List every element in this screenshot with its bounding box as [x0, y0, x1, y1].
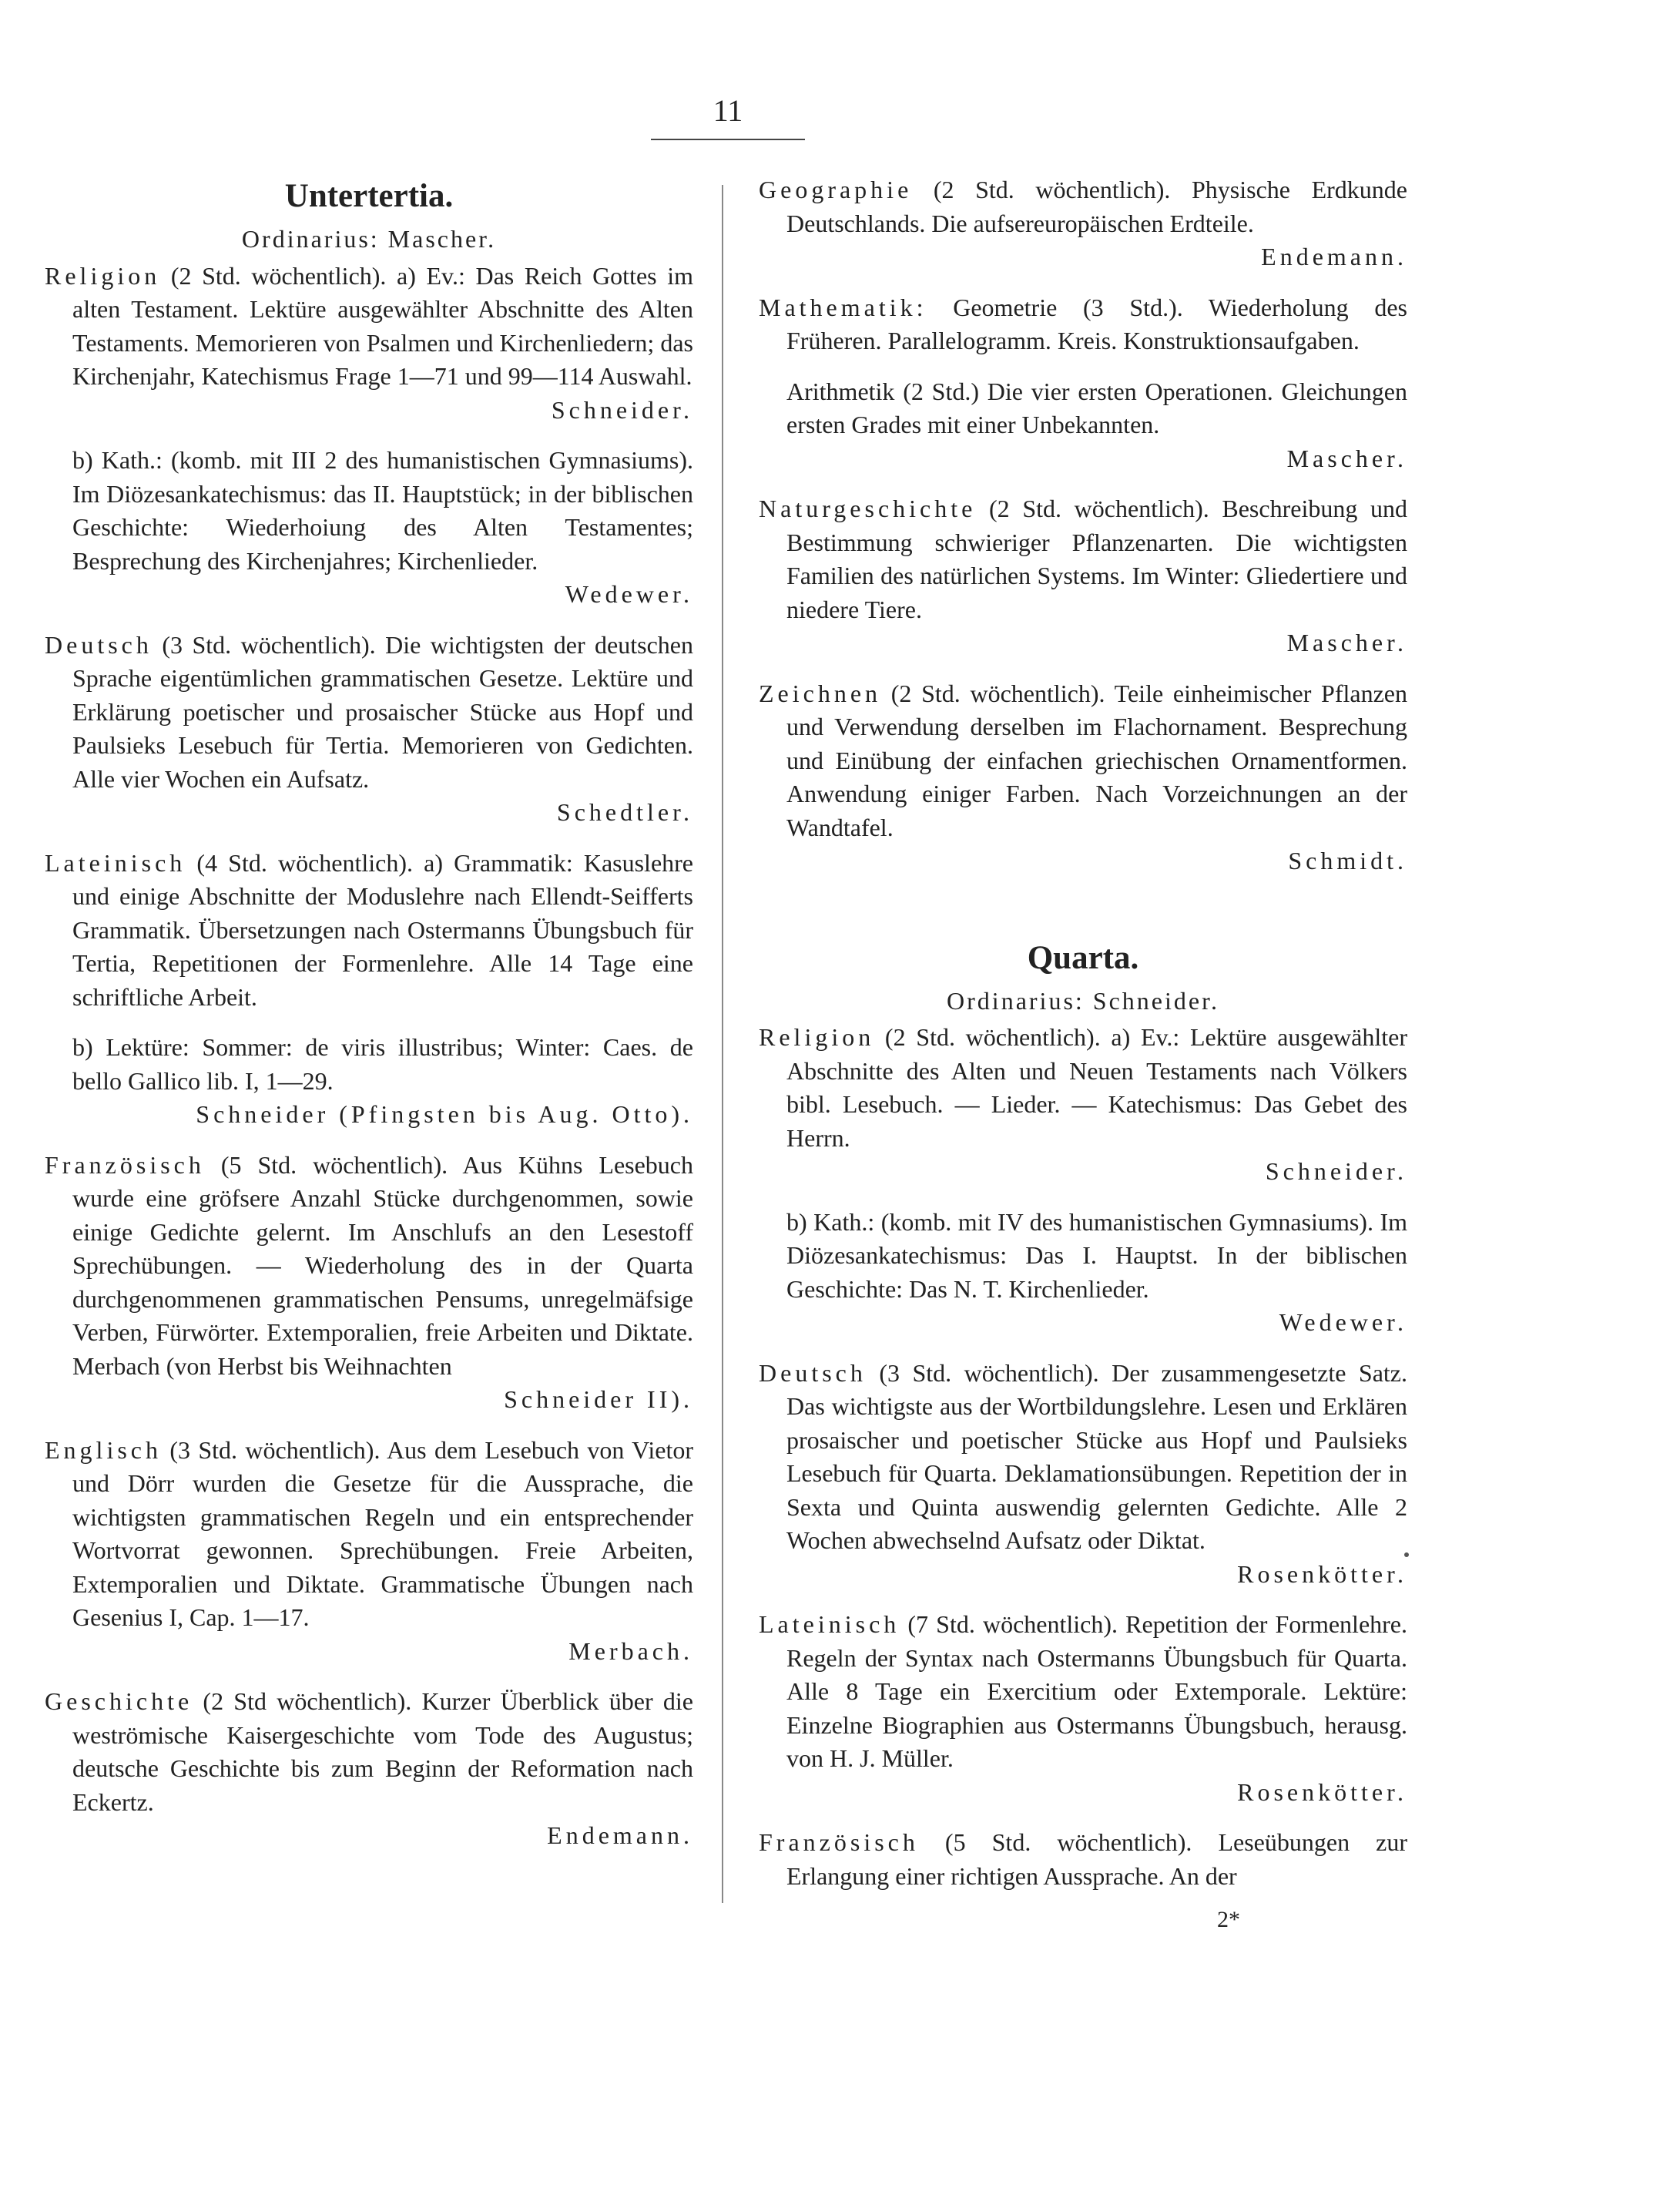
paragraph-text: b) Kath.: (komb. mit III 2 des humanistischen Gymnasiums). Im Diözesankatechismus: das II. Hauptstück; in der biblischen Geschichte: Wiederhoiung des Alten Testamentes; Besprechung des Kirchenjahres; Kirchenlieder. [72, 446, 693, 575]
teacher-name: Mascher. [1286, 629, 1407, 656]
teacher-name: Schedtler. [556, 798, 693, 826]
paragraph-text: (4 Std. wöchentlich). a) Grammatik: Kasuslehre und einige Abschnitte der Moduslehre nach Ellendt-Seifferts Grammatik. Übersetzungen nach Ostermanns Übungsbuch für Tertia, Repetitionen der Formenlehre. Alle 14 Tage eine schriftliche Arbeit. [72, 848, 694, 1011]
paragraph-text: (2 Std wöchentlich). Kurzer Überblick über die weströmische Kaisergeschichte vom Tode des Augustus; deutsche Geschichte bis zum Beginn der Reformation nach Eckertz. [72, 1687, 694, 1816]
paragraph [759, 1021, 1407, 1189]
paragraph [45, 1031, 693, 1132]
paragraph [759, 1826, 1407, 1893]
right-column [759, 173, 1407, 1910]
subject-label: Religion [45, 261, 161, 290]
paragraph-text: (2 Std. wöchentlich). a) Ev.: Lektüre ausgewählter Abschnitte des Alten und Neuen Testaments nach Völkers bibl. Lesebuch. — Lieder. — Katechismus: Das Gebet des Herrn. [786, 1023, 1408, 1152]
paragraph [759, 1608, 1407, 1809]
teacher-name: Endemann. [1261, 243, 1407, 270]
paragraph-text: (5 Std. wöchentlich). Leseübungen zur Erlangung einer richtigen Aussprache. An der [786, 1828, 1408, 1890]
left-column [45, 173, 693, 1870]
paragraph-text: Geometrie (3 Std.). Wiederholung des Früheren. Parallelogramm. Kreis. Konstruktionsaufgaben. [786, 293, 1407, 354]
page-number: 11 [713, 93, 743, 128]
teacher-name: Schneider II). [504, 1385, 693, 1413]
column-divider [722, 185, 723, 1903]
teacher-name: Merbach. [568, 1636, 693, 1665]
paragraph-text: (2 Std. wöchentlich). a) Ev.: Das Reich Gottes im alten Testament. Lektüre ausgewählter Abschnitte des Alten Testaments. Memorieren von Psalmen und Kirchenliedern; das Kirchenjahr, Katechismus Frage 1—71 und 99—114 Auswahl. [72, 261, 694, 390]
subject-label: Deutsch [759, 1358, 867, 1387]
paragraph [759, 1357, 1407, 1592]
teacher-name: Mascher. [1286, 444, 1407, 472]
paragraph [759, 1206, 1407, 1340]
paragraph-text: (3 Std. wöchentlich). Die wichtigsten der deutschen Sprache eigentümlichen grammatischen Gesetze. Lektüre und Erklärung poetischer und prosaischer Stücke aus Hopf und Paulsieks Lesebuch für Tertia. Memorieren von Gedichten. Alle vier Wochen ein Aufsatz. [72, 630, 694, 793]
subject-label: Mathematik: [759, 293, 927, 321]
paragraph-text: (7 Std. wöchentlich). Repetition der Formenlehre. Regeln der Syntax nach Ostermanns Übungsbuch für Quarta. Alle 8 Tage ein Exercitium oder Extemporale. Lektüre: Einzelne Biographien aus Ostermanns Übungsbuch, herausg. von H. J. Müller. [786, 1610, 1407, 1772]
paragraph-text: b) Kath.: (komb. mit IV des humanistischen Gymnasiums). Im Diözesankatechismus: Das I. Hauptst. In der biblischen Geschichte: Das N. T. Kirchenlieder. [786, 1207, 1407, 1303]
subject-label: Zeichnen [759, 679, 882, 707]
subject-label: Geographie [759, 176, 913, 203]
signature-mark: 2* [1217, 1907, 1240, 1932]
left-paragraphs [45, 260, 693, 1853]
subject-label: Religion [759, 1023, 875, 1051]
paragraph [45, 444, 693, 612]
subject-label: Lateinisch [759, 1610, 900, 1638]
teacher-name: Wedewer. [1279, 1308, 1407, 1336]
paragraph [759, 291, 1407, 358]
ordinarius-line: Ordinarius: Mascher. [241, 225, 497, 253]
subject-label: Geschichte [45, 1687, 193, 1715]
subject-label: Deutsch [45, 630, 153, 659]
header-rule [651, 139, 805, 140]
print-speck [1404, 1552, 1409, 1557]
teacher-name: Rosenkötter. [1237, 1559, 1407, 1588]
teacher-name: Rosenkötter. [1237, 1777, 1407, 1806]
subject-label: Lateinisch [45, 848, 186, 877]
right-paragraphs-top [759, 173, 1407, 878]
paragraph [759, 375, 1407, 476]
subject-label: Französisch [45, 1150, 205, 1179]
teacher-name: Schneider (Pfingsten bis Aug. Otto). [196, 1100, 693, 1128]
paragraph-text: (5 Std. wöchentlich). Aus Kühns Lesebuch wurde eine gröfsere Anzahl Stücke durchgenommen, sowie einige Gedichte gelernt. Im Anschlufs an den Lesestoff Sprechübungen. — Wiederholung des in der Quarta durchgenommenen grammatischen Pensums, unregelmäfsige Verben, Fürwörter. Extemporalien, freie Arbeiten und Diktate. Merbach (von Herbst bis Weihnachten [72, 1150, 694, 1380]
teacher-name: Endemann. [547, 1821, 693, 1849]
paragraph [45, 260, 693, 428]
teacher-name: Schneider. [1265, 1157, 1407, 1185]
paragraph-text: (2 Std. wöchentlich). Teile einheimischer Pflanzen und Verwendung derselben im Flachornament. Besprechung und Einübung der einfachen griechischen Ornamentformen. Anwendung einiger Farben. Nach Vorzeichnungen an der Wandtafel. [786, 679, 1408, 841]
paragraph [45, 1685, 693, 1853]
paragraph-text: Arithmetik (2 Std.) Die vier ersten Operationen. Gleichungen ersten Grades mit einer Unbekannten. [786, 377, 1407, 438]
subject-label: Naturgeschichte [759, 495, 977, 522]
paragraph [45, 847, 693, 1015]
section-title-untertertia: Untertertia. [284, 178, 454, 214]
teacher-name: Schmidt. [1288, 847, 1407, 874]
paragraph-text: (3 Std. wöchentlich). Aus dem Lesebuch von Vietor und Dörr wurden die Gesetze für die Aussprache, die wichtigsten grammatischen Regeln und ein entsprechender Wortvorrat gewonnen. Sprechübungen. Freie Arbeiten, Extemporalien und Diktate. Grammatische Übungen nach Gesenius I, Cap. 1—17. [72, 1435, 693, 1631]
paragraph [759, 492, 1407, 660]
paragraph-text: b) Lektüre: Sommer: de viris illustribus; Winter: Caes. de bello Gallico lib. I, 1—29. [72, 1033, 693, 1095]
paragraph-text: (2 Std. wöchentlich). Physische Erdkunde Deutschlands. Die aufsereuropäischen Erdteile. [786, 176, 1408, 237]
right-paragraphs-bottom [759, 1021, 1407, 1893]
section-title-quarta: Quarta. [1027, 939, 1139, 976]
subject-label: Englisch [45, 1435, 162, 1464]
section-spacer [759, 895, 1407, 935]
paragraph-text: (3 Std. wöchentlich). Der zusammengesetzte Satz. Das wichtigste aus der Wortbildungslehre. Lesen und Erklären prosaischer und poetischer Stücke aus Hopf und Paulsieks Lesebuch für Quarta. Deklamationsübungen. Repetition der in Sexta und Quinta auswendig gelernten Gedichte. Alle 2 Wochen abwechselnd Aufsatz oder Diktat. [786, 1358, 1408, 1554]
subject-label: Französisch [759, 1828, 919, 1856]
paragraph-text: (2 Std. wöchentlich). Beschreibung und Bestimmung schwieriger Pflanzenarten. Die wichtigsten Familien des natürlichen Systems. Im Winter: Gliedertiere und niedere Tiere. [786, 495, 1408, 623]
paragraph [759, 677, 1407, 878]
paragraph [759, 173, 1407, 274]
teacher-name: Schneider. [551, 395, 693, 424]
paragraph [45, 629, 693, 830]
paragraph [45, 1149, 693, 1417]
ordinarius-line: Ordinarius: Schneider. [947, 986, 1219, 1015]
paragraph [45, 1434, 693, 1669]
teacher-name: Wedewer. [565, 580, 693, 608]
